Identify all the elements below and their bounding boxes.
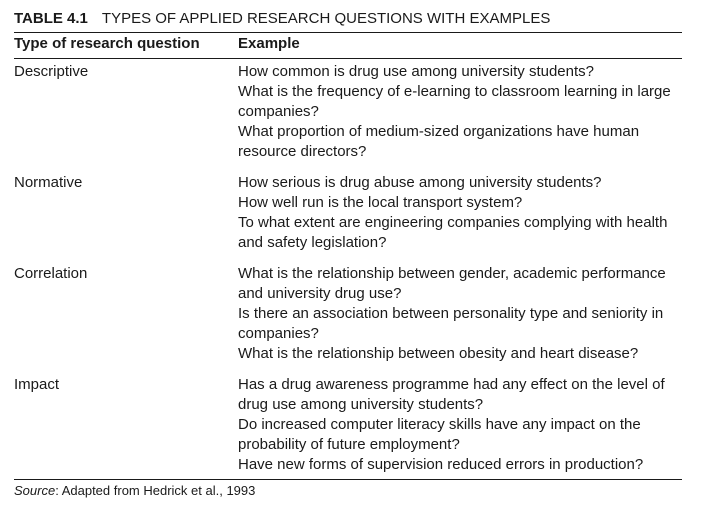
table-caption	[14, 9, 682, 30]
row-type-cell: Impact	[14, 376, 60, 393]
example-question: What is the frequency of e-learning to classroom learning in large companies?	[238, 83, 671, 120]
example-question: How common is drug use among university students?	[238, 63, 595, 80]
table-row	[14, 62, 682, 162]
example-question: Do increased computer literacy skills have any impact on the probability of future employment?	[238, 416, 641, 453]
example-question: Is there an association between personality type and seniority in companies?	[238, 305, 664, 342]
row-type-cell: Normative	[14, 174, 83, 191]
table-row	[14, 264, 682, 364]
row-type-cell: Correlation	[14, 265, 88, 282]
example-question: What is the relationship between gender, academic performance and university drug use?	[238, 265, 666, 302]
example-question: How well run is the local transport system?	[238, 194, 523, 211]
table-number: TABLE 4.1	[14, 10, 88, 27]
source-text: : Adapted from Hedrick et al., 1993	[55, 483, 256, 498]
table-source	[14, 482, 682, 500]
example-question: To what extent are engineering companies complying with health and safety legislation?	[238, 214, 668, 251]
header-type: Type of research question	[14, 35, 200, 52]
source-label: Source	[14, 483, 56, 498]
row-example-cell	[238, 62, 682, 162]
row-type-cell: Descriptive	[14, 63, 89, 80]
table-row	[14, 173, 682, 253]
header-example: Example	[238, 35, 300, 52]
table-body	[14, 59, 682, 475]
example-question: What proportion of medium-sized organizations have human resource directors?	[238, 123, 640, 160]
table-title: TYPES OF APPLIED RESEARCH QUESTIONS WITH EXAMPLES	[101, 10, 551, 27]
row-example-cell	[238, 375, 682, 475]
row-example-cell	[238, 264, 682, 364]
example-question: Has a drug awareness programme had any effect on the level of drug use among university students?	[238, 376, 665, 413]
row-example-cell	[238, 173, 682, 253]
table-row	[14, 375, 682, 475]
table-header-row	[14, 33, 682, 58]
example-question: How serious is drug abuse among university students?	[238, 174, 602, 191]
table-container	[14, 9, 682, 500]
table-bottom-rule	[14, 479, 682, 480]
example-question: What is the relationship between obesity and heart disease?	[238, 345, 639, 362]
example-question: Have new forms of supervision reduced errors in production?	[238, 456, 644, 473]
